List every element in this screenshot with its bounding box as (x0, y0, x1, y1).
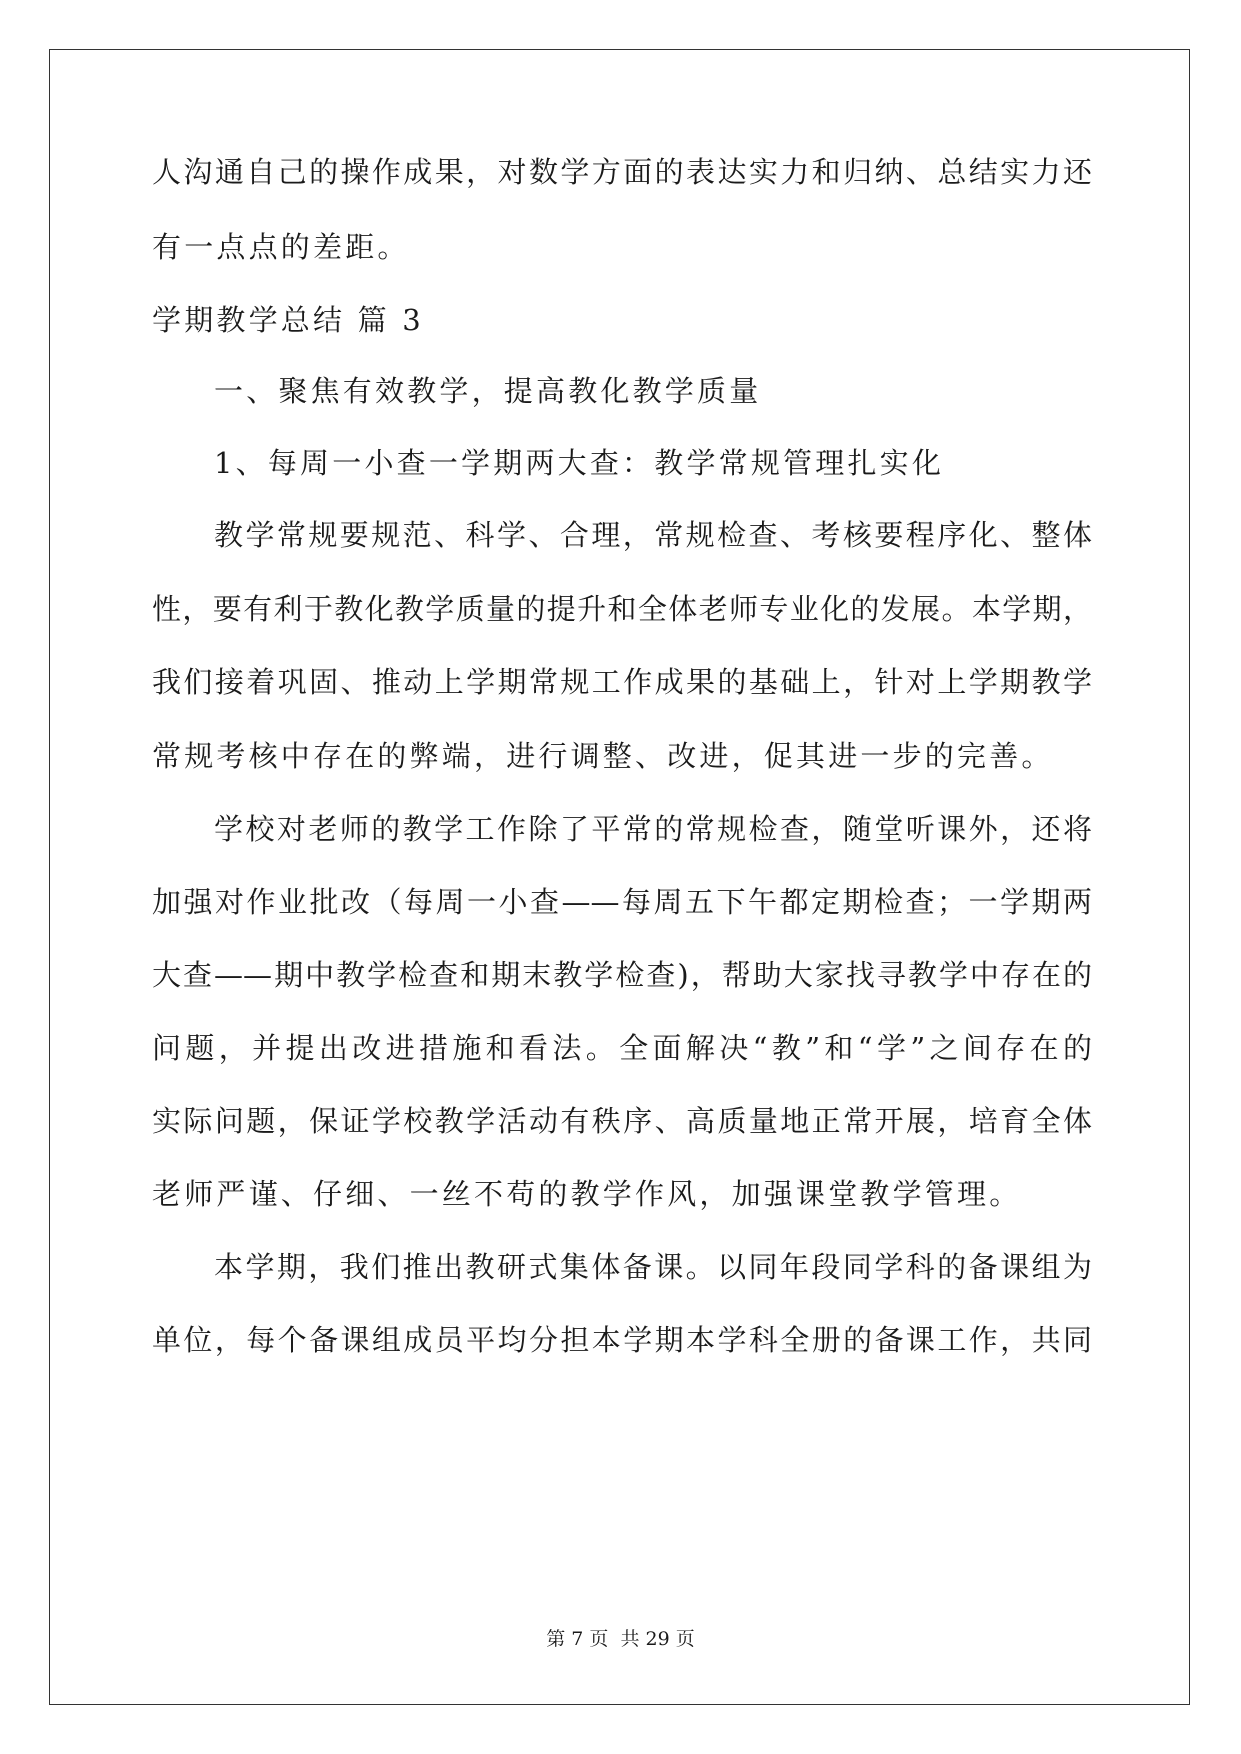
body-line: 大查——期中教学检查和期末教学检查)，帮助大家找寻教学中存在的 (152, 958, 1092, 992)
subsection-heading: 一、聚焦有效教学，提高教化教学质量 (214, 374, 762, 408)
body-line: 实际问题，保证学校教学活动有秩序、高质量地正常开展，培育全体 (152, 1104, 1092, 1138)
body-line: 人沟通自己的操作成果，对数学方面的表达实力和归纳、总结实力还 (152, 155, 1092, 189)
page-footer (0, 1627, 1241, 1651)
section-heading: 学期教学总结 篇 3 (152, 303, 424, 337)
item-heading: 1、每周一小查一学期两大查：教学常规管理扎实化 (214, 446, 945, 480)
body-line: 加强对作业批改（每周一小查——每周五下午都定期检查；一学期两 (152, 885, 1092, 919)
page-total: 共 29 页 (620, 1628, 695, 1650)
body-line: 教学常规要规范、科学、合理，常规检查、考核要程序化、整体 (214, 518, 1092, 552)
body-line: 老师严谨、仔细、一丝不苟的教学作风，加强课堂教学管理。 (152, 1177, 1022, 1211)
body-line: 学校对老师的教学工作除了平常的常规检查，随堂听课外，还将 (214, 812, 1092, 846)
body-line: 单位，每个备课组成员平均分担本学期本学科全册的备课工作，共同 (152, 1323, 1092, 1357)
page-number: 第 7 页 (546, 1628, 609, 1650)
body-line: 本学期，我们推出教研式集体备课。以同年段同学科的备课组为 (214, 1250, 1092, 1284)
body-line: 我们接着巩固、推动上学期常规工作成果的基础上，针对上学期教学 (152, 665, 1092, 699)
body-line: 有一点点的差距。 (152, 230, 410, 264)
body-line: 常规考核中存在的弊端，进行调整、改进，促其进一步的完善。 (152, 739, 1054, 773)
body-line: 性，要有利于教化教学质量的提升和全体老师专业化的发展。本学期， (152, 592, 1092, 626)
body-line: 问题，并提出改进措施和看法。全面解决“教”和“学”之间存在的 (152, 1031, 1092, 1065)
page-border (49, 49, 1190, 1705)
